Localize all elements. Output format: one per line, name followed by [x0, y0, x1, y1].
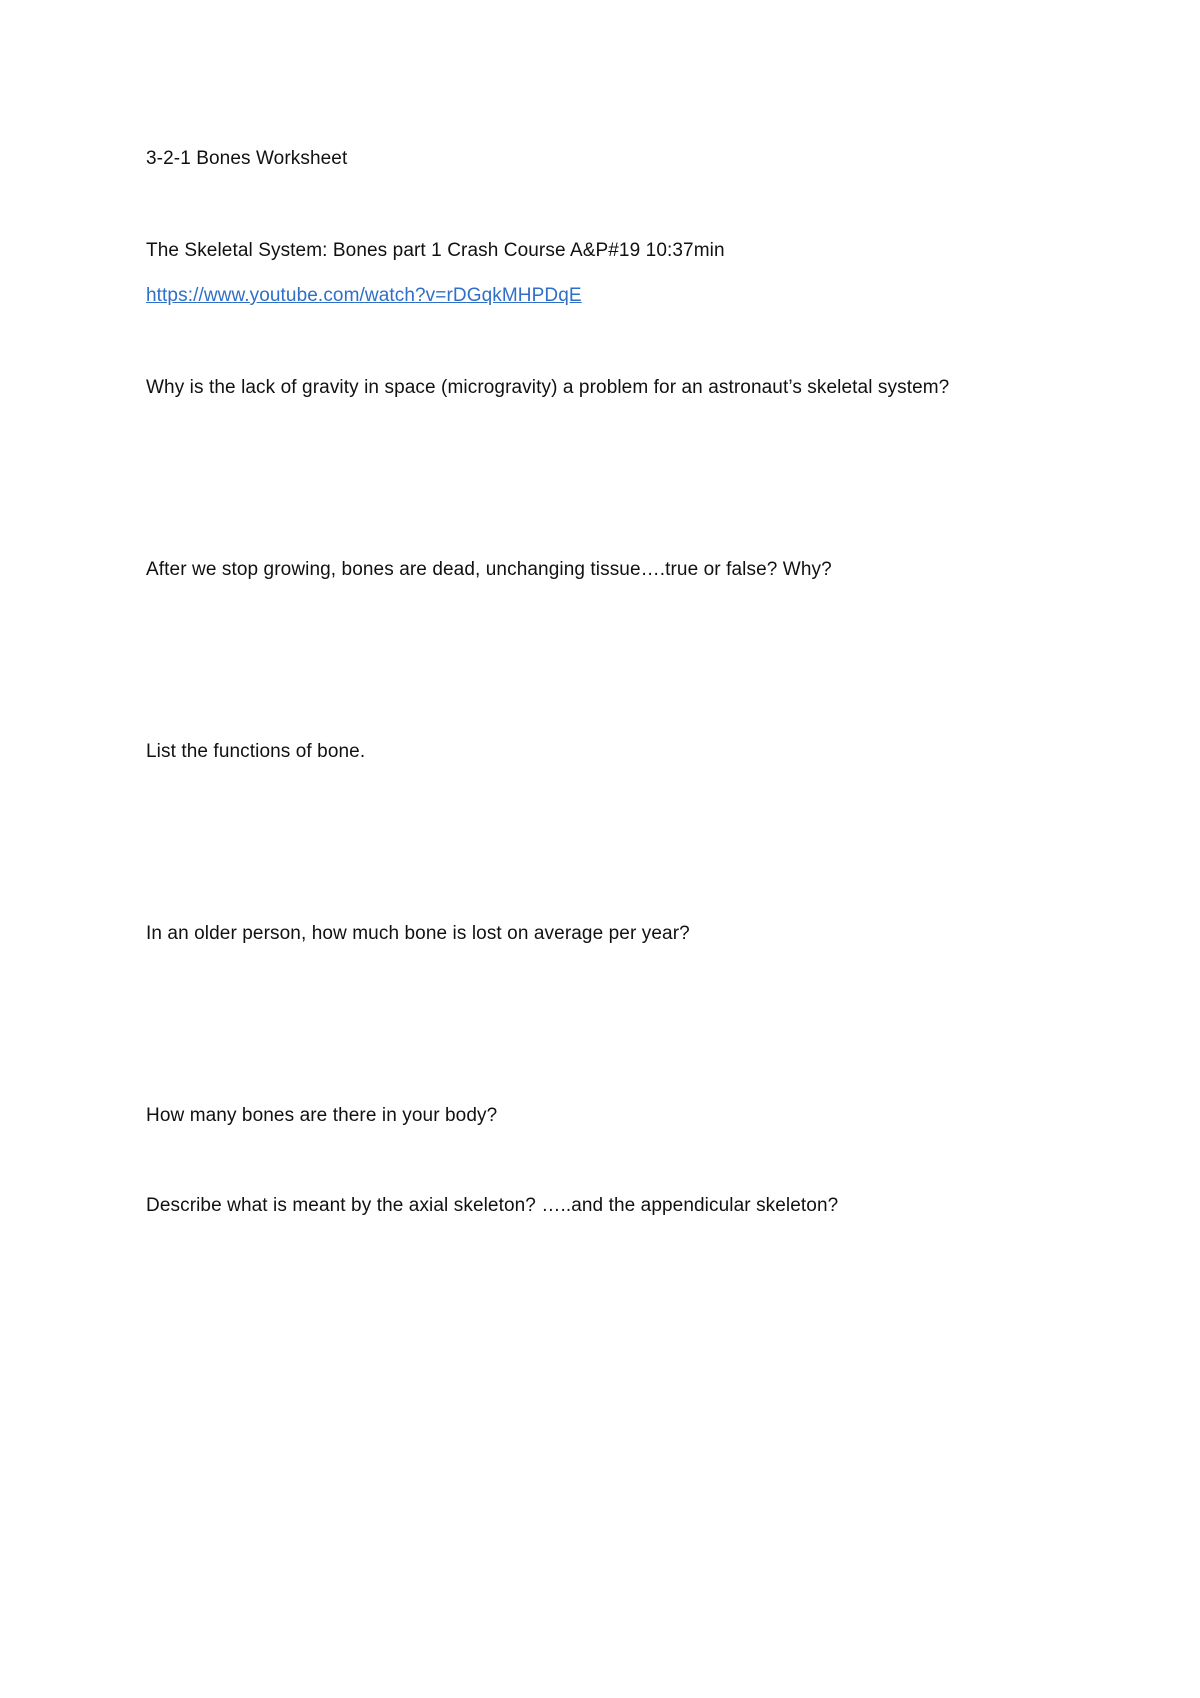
question-4: In an older person, how much bone is lost on average per year? — [146, 923, 690, 944]
worksheet-title: 3-2-1 Bones Worksheet — [146, 148, 348, 169]
question-6: Describe what is meant by the axial skeleton? …..and the appendicular skeleton? — [146, 1195, 839, 1216]
question-5: How many bones are there in your body? — [146, 1105, 498, 1126]
question-2: After we stop growing, bones are dead, unchanging tissue….true or false? Why? — [146, 559, 832, 580]
video-title: The Skeletal System: Bones part 1 Crash Course A&P#19 10:37min — [146, 240, 725, 261]
video-link[interactable]: https://www.youtube.com/watch?v=rDGqkMHPDqE — [146, 285, 582, 306]
question-3: List the functions of bone. — [146, 741, 366, 762]
question-1: Why is the lack of gravity in space (microgravity) a problem for an astronaut’s skeletal system? — [146, 377, 950, 398]
